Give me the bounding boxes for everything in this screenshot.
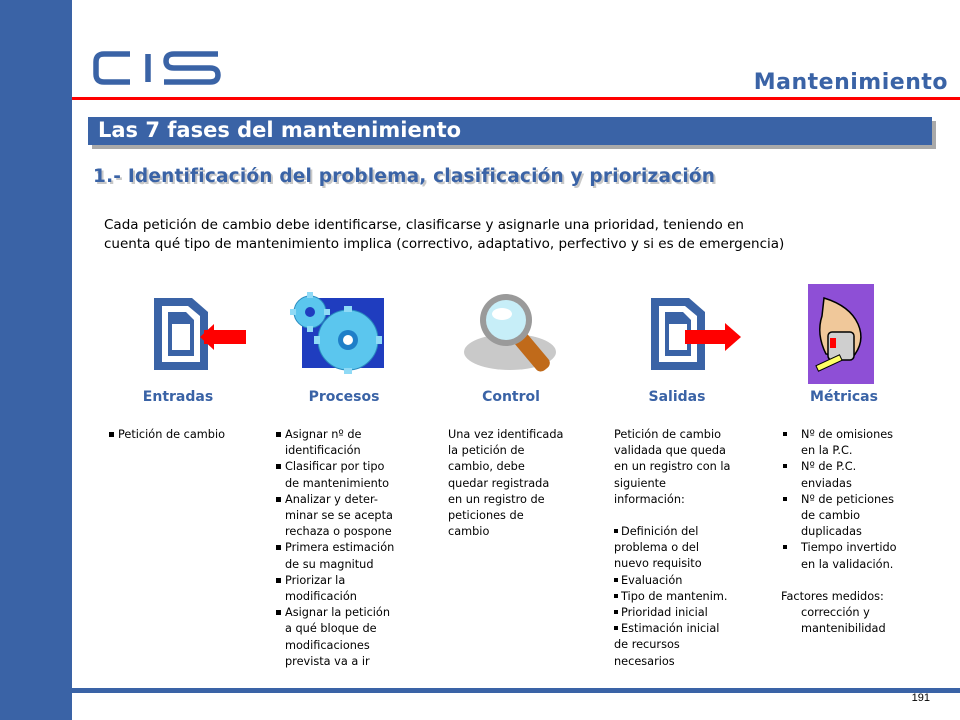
list-item-line: en la P.C. [801,444,853,458]
left-side-band [0,0,72,720]
list-item-line: Clasificar por tipo [285,460,385,474]
entradas-column [109,427,225,443]
section-title: Mantenimiento [753,70,948,95]
intro-line: cuenta qué tipo de mantenimiento implica (correctivo, adaptativo, perfectivo y si es de emergencia) [104,236,785,252]
magnifier-icon [460,288,570,388]
list-item-line: Estimación inicial [621,622,720,636]
text-line: quedar registrada [448,476,550,490]
text-line: Una vez identificada [448,428,564,441]
procesos-column [276,427,394,670]
list-item-line: rechaza o pospone [285,525,392,539]
list-item-line: Primera estimación [285,541,395,555]
slide-title: Las 7 fases del mantenimiento [98,118,462,142]
cis-logo [92,50,224,90]
list-item [276,540,394,572]
list-item-line: identificación [285,444,361,458]
list-item-line: minar se se acepta [285,509,393,523]
list-item: Nº de peticiones [781,492,897,508]
document-arrow-in-icon [148,294,248,378]
factor-line: corrección y [801,606,870,620]
control-column [448,427,563,540]
list-item-line: Definición del [621,525,699,539]
phase-label-procesos: Procesos [308,389,380,405]
list-item-line: Priorizar la [285,573,346,587]
slide-title-banner [88,117,932,145]
text-line: siguiente [614,476,666,490]
list-item [614,524,730,540]
text-line: cambio, debe [448,460,525,474]
text-line: peticiones de [448,509,524,523]
footer-divider [72,688,960,693]
gears-icon [288,290,388,382]
list-item-line: Analizar y deter- [285,492,378,506]
text-line: la petición de [448,444,525,458]
text-line: en un registro de [448,492,545,506]
text-line: cambio [448,525,490,539]
text-line: información: [614,492,685,506]
factor-line: mantenibilidad [801,622,886,636]
intro-line: Cada petición de cambio debe identificarse, clasificarse y asignarle una prioridad, teniendo en [104,217,744,233]
list-item-line: de mantenimiento [285,476,390,490]
header-divider [72,97,960,100]
salidas-column [614,427,730,670]
list-item: Prioridad inicial [614,605,730,621]
phase-label-salidas: Salidas [648,389,706,405]
list-item-line: de recursos [614,638,680,652]
phase-label-control: Control [482,389,540,405]
list-item [276,427,394,459]
list-item-line: modificaciones [285,638,370,652]
list-item [614,621,730,637]
phase-subtitle: 1.- Identificación del problema, clasificación y priorización [93,166,716,187]
document-arrow-out-icon [645,294,745,378]
list-item: Petición de cambio [109,427,225,443]
list-item: Nº de omisiones [781,427,897,443]
list-item-line: enviadas [801,476,852,490]
list-item [276,573,394,605]
text-line: Petición de cambio [614,428,722,441]
list-item: Tipo de mantenim. [614,589,730,605]
list-item [276,605,394,670]
list-item-line: a qué bloque de [285,622,377,636]
intro-paragraph [104,216,934,254]
text-line: validada que queda [614,444,726,458]
list-item-line: nuevo requisito [614,557,702,571]
list-item-line: de su magnitud [285,557,374,571]
list-item: Nº de P.C. [781,459,897,475]
list-item-line: prevista va a ir [285,654,370,668]
list-item [276,492,394,541]
list-item-line: problema o del [614,541,700,555]
list-item: Tiempo invertido [781,540,897,556]
phase-label-metricas: Métricas [810,389,878,405]
phase-label-entradas: Entradas [142,389,214,405]
list-item-line: Asignar nº de [285,428,362,441]
page-number: 191 [911,692,930,704]
list-item-line: en la validación. [801,557,894,571]
text-line: en un registro con la [614,460,731,474]
list-item-line: de cambio [801,509,861,523]
tape-measure-icon [806,284,876,388]
metricas-column [781,427,897,637]
list-item-line: necesarios [614,654,675,668]
factors-label: Factores medidos: [781,589,884,603]
list-item [276,459,394,491]
list-item: Evaluación [614,573,730,589]
list-item-line: duplicadas [801,525,862,539]
list-item-line: Asignar la petición [285,606,391,620]
list-item-line: modificación [285,590,357,604]
